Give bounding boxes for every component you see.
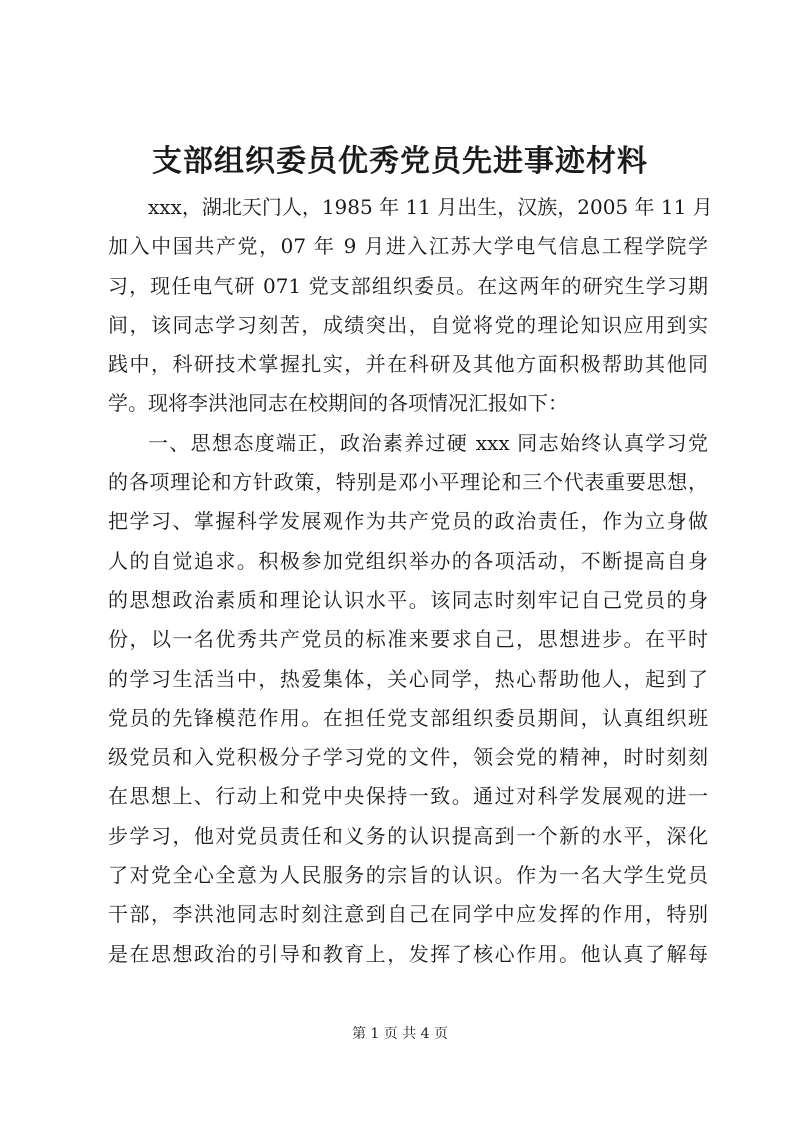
paragraph-line: 级党员和入党积极分子学习党的文件，领会党的精神，时时刻刻 — [108, 745, 708, 770]
page-number-footer: 第 1 页 共 4 页 — [351, 1026, 449, 1042]
paragraph-line: 步学习，他对党员责任和义务的认识提高到一个新的水平，深化 — [108, 823, 708, 848]
paragraph-line: 习，现任电气研 071 党支部组织委员。在这两年的研究生学习期 — [108, 273, 708, 298]
paragraph-line: 干部，李洪池同志时刻注意到自己在同学中应发挥的作用，特别 — [108, 902, 708, 927]
paragraph-line: 的思想政治素质和理论认识水平。该同志时刻牢记自己党员的身 — [108, 587, 708, 612]
paragraph-line: 间，该同志学习刻苦，成绩突出，自觉将党的理论知识应用到实 — [108, 312, 708, 337]
paragraph-line: 加入中国共产党，07 年 9 月进入江苏大学电气信息工程学院学 — [108, 234, 708, 259]
paragraph-line: xxx，湖北天门人，1985 年 11 月出生，汉族，2005 年 11 月 — [148, 195, 713, 219]
paragraph-line: 学。现将李洪池同志在校期间的各项情况汇报如下： — [108, 391, 568, 416]
document-body — [108, 188, 713, 974]
paragraph-line: 党员的先锋模范作用。在担任党支部组织委员期间，认真组织班 — [108, 705, 708, 730]
paragraph-line: 是在思想政治的引导和教育上，发挥了核心作用。他认真了解每 — [108, 941, 708, 966]
paragraph-line: 的各项理论和方针政策，特别是邓小平理论和三个代表重要思想， — [108, 470, 708, 495]
paragraph-line: 份，以一名优秀共产党员的标准来要求自己，思想进步。在平时 — [108, 627, 708, 652]
paragraph-line: 的学习生活当中，热爱集体，关心同学，热心帮助他人，起到了 — [108, 666, 708, 691]
paragraph-line: 一、思想态度端正，政治素养过硬 xxx 同志始终认真学习党 — [148, 430, 708, 455]
paragraph-line: 在思想上、行动上和党中央保持一致。通过对科学发展观的进一 — [108, 784, 708, 809]
paragraph-line: 了对党全心全意为人民服务的宗旨的认识。作为一名大学生党员 — [108, 863, 708, 888]
paragraph-line: 人的自觉追求。积极参加党组织举办的各项活动，不断提高自身 — [108, 548, 708, 573]
document-title: 支部组织委员优秀党员先进事迹材料 — [152, 144, 648, 179]
paragraph-line: 把学习、掌握科学发展观作为共产党员的政治责任，作为立身做 — [108, 509, 708, 534]
paragraph-line: 践中，科研技术掌握扎实，并在科研及其他方面积极帮助其他同 — [108, 352, 708, 377]
